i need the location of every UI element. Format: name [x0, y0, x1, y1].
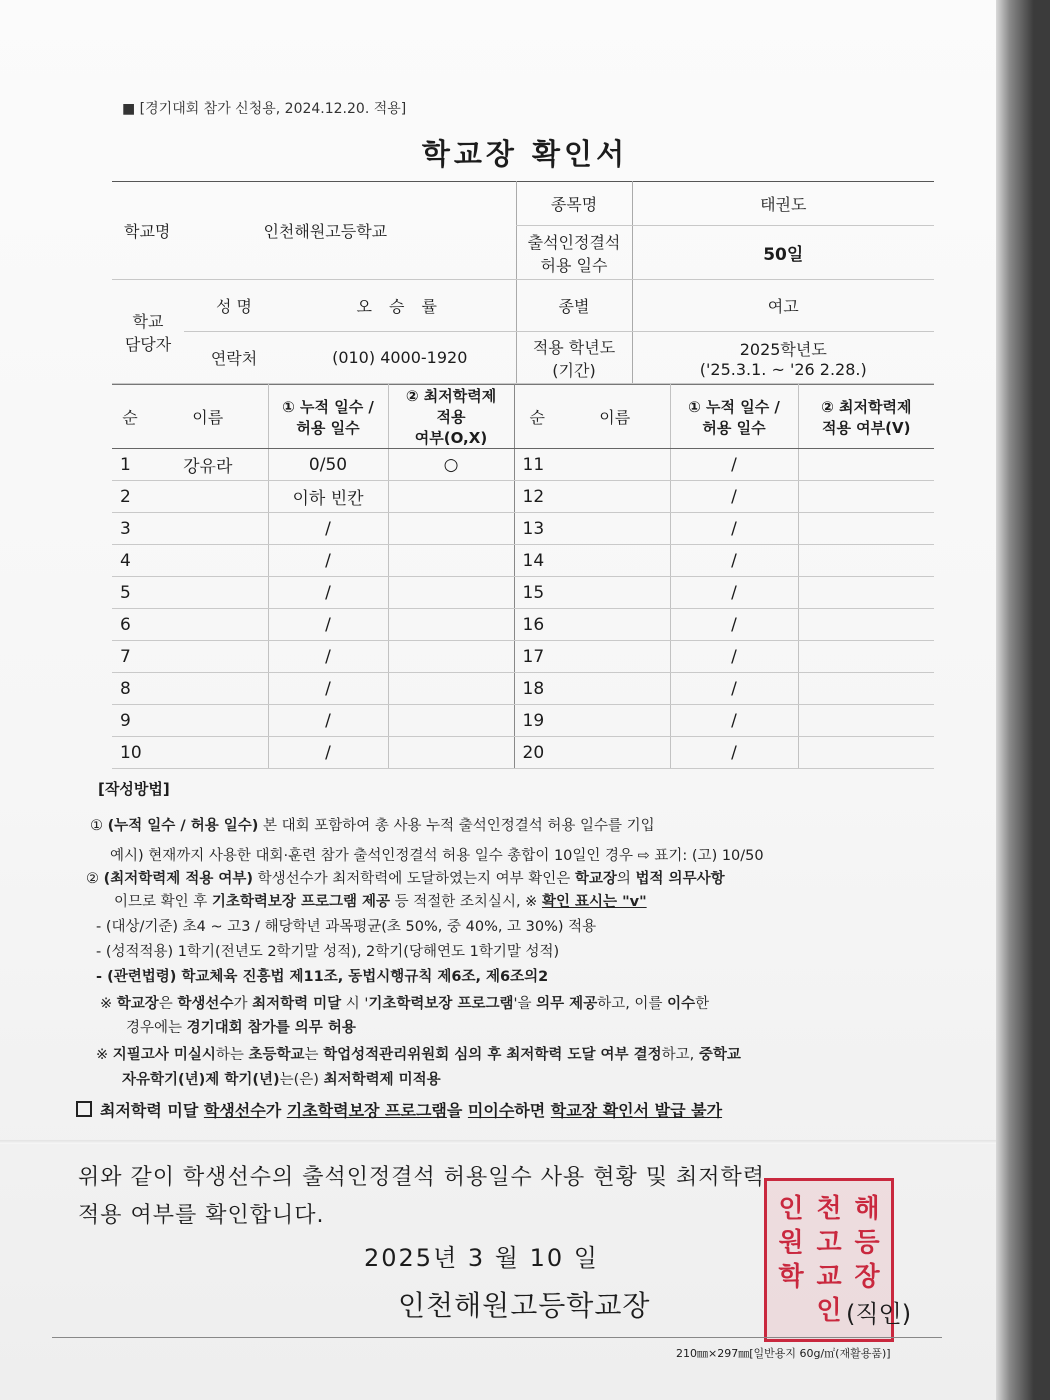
row-days: / [268, 577, 388, 609]
method-l8c: 은 [158, 996, 178, 1012]
table-row [112, 513, 934, 545]
row-no: 10 [112, 737, 148, 769]
table-row [112, 737, 934, 769]
warning-g: 하면 [514, 1101, 551, 1120]
method-line-11 [122, 1068, 441, 1089]
header-days-right-line2: 허용 일수 [702, 418, 766, 437]
row-days-right: / [670, 577, 798, 609]
method-l3d: 학교장 [574, 871, 617, 887]
header-days-right [670, 385, 798, 449]
paper-spec: 210㎜×297㎜[일반용지 60g/㎡(재활용품)] [676, 1347, 891, 1360]
header-min-right-line2: 적용 여부(V) [821, 418, 911, 437]
method-l8i: '을 [513, 996, 537, 1012]
row-name [148, 481, 268, 513]
row-min-right [798, 673, 934, 705]
method-line-3 [86, 867, 725, 888]
table-row [112, 449, 934, 481]
method-l10a: ※ [96, 1047, 113, 1063]
row-days-right: / [670, 513, 798, 545]
row-days: 0/50 [268, 449, 388, 481]
row-name-right [560, 481, 670, 513]
year-value-line1: 2025학년도 [739, 339, 827, 359]
confirm-line-2: 적용 여부를 확인합니다. [78, 1203, 325, 1228]
row-name-right [560, 737, 670, 769]
table-row [112, 545, 934, 577]
method-line-1 [90, 814, 655, 835]
method-line-4 [114, 890, 647, 911]
method-l10d: 초등학교 [248, 1047, 305, 1063]
year-label-line1: 적용 학년도 [532, 337, 616, 357]
row-no-right: 12 [514, 481, 560, 513]
seal-glyph: 인 [816, 1296, 842, 1326]
row-days-right: / [670, 609, 798, 641]
table-row [112, 673, 934, 705]
header-name: 이름 [148, 385, 268, 449]
year-value [632, 332, 934, 384]
row-name-right [560, 609, 670, 641]
name-value: 오 승 률 [284, 280, 516, 332]
warning-a: 최저학력 미달 [100, 1101, 204, 1120]
method-l10e: 는 [304, 1047, 324, 1063]
row-days: / [268, 513, 388, 545]
type-value: 여고 [632, 280, 934, 332]
method-l11b: 는(은) [279, 1072, 324, 1088]
table-row [112, 705, 934, 737]
document-label: ■ [경기대회 참가 신청용, 2024.12.20. 적용] [122, 101, 407, 117]
row-no: 9 [112, 705, 148, 737]
method-l3b: (최저학력제 적용 여부) [103, 871, 254, 887]
year-label [516, 332, 632, 384]
row-min [388, 481, 514, 513]
row-min-right [798, 449, 934, 481]
row-name [148, 513, 268, 545]
row-min-right [798, 705, 934, 737]
contact-label [112, 280, 184, 384]
method-l3e: 의 [616, 871, 636, 887]
row-name [148, 641, 268, 673]
header-min-line2: 적용 [436, 408, 466, 426]
method-l8m: 한 [695, 996, 710, 1012]
row-days-right: / [670, 737, 798, 769]
row-no: 1 [112, 449, 148, 481]
row-no-right: 14 [514, 545, 560, 577]
row-min [388, 609, 514, 641]
method-l4d: 확인 표시는 "v" [541, 894, 647, 910]
row-name [148, 545, 268, 577]
header-name-right: 이름 [560, 385, 670, 449]
contact-label-line1: 학교 [132, 311, 164, 331]
absence-value: 50일 [632, 226, 934, 280]
row-name-right [560, 449, 670, 481]
header-min-right-line1: ② 최저학력제 [821, 397, 912, 416]
row-days-right: / [670, 705, 798, 737]
phone-label: 연락처 [184, 332, 284, 384]
method-line-8 [100, 992, 709, 1013]
header-min-line3: 여부(O,X) [414, 429, 488, 447]
method-l8l: 이수 [667, 996, 696, 1012]
row-no: 4 [112, 545, 148, 577]
method-line-9 [126, 1016, 356, 1037]
warning-h: 학교장 확인서 발급 불가 [550, 1101, 723, 1120]
school-label: 학교명 [124, 222, 171, 241]
row-no: 5 [112, 577, 148, 609]
method-l4b: 기초학력보장 프로그램 제공 [211, 894, 391, 910]
issue-date: 2025년 3 월 10 일 [364, 1244, 599, 1272]
warning-b: 학생선수 [203, 1101, 266, 1120]
row-days-right: / [670, 641, 798, 673]
method-l8h: 기초학력보장 프로그램 [368, 996, 514, 1012]
row-days: / [268, 705, 388, 737]
seal-glyph: 교 [816, 1262, 842, 1292]
method-heading: [작성방법] [98, 780, 170, 798]
type-label: 종별 [516, 280, 632, 332]
method-l8a: ※ [100, 996, 117, 1012]
row-min-right [798, 641, 934, 673]
row-name-right [560, 513, 670, 545]
row-min-right [798, 609, 934, 641]
absence-label-line2: 허용 일수 [540, 255, 608, 275]
row-min [388, 545, 514, 577]
row-days: 이하 빈칸 [268, 481, 388, 513]
method-l4c: 등 적절한 조치실시, ※ [390, 894, 542, 910]
row-name-right [560, 641, 670, 673]
warning-notice [76, 1098, 722, 1121]
info-table [112, 181, 934, 384]
method-l11a: 자유학기(년)제 학기(년) [122, 1072, 280, 1088]
row-days-right: / [670, 449, 798, 481]
row-no: 7 [112, 641, 148, 673]
method-l8f: 최저학력 미달 [252, 996, 342, 1012]
row-days-right: / [670, 673, 798, 705]
row-min-right [798, 545, 934, 577]
method-line-6: - (성적적용) 1학기(전년도 2학기말 성적), 2학기(당해연도 1학기말 성적) [96, 944, 560, 960]
row-name [148, 673, 268, 705]
seal-glyph: 원 [778, 1228, 804, 1258]
method-l8g: 시 ' [341, 996, 369, 1012]
row-min [388, 673, 514, 705]
school-value: 인천해원고등학교 [263, 222, 388, 241]
seal-glyph: 인 [778, 1194, 804, 1224]
seal-glyph: 해 [854, 1194, 880, 1224]
method-l1a: ① [90, 818, 108, 834]
method-l9b: 경기대회 참가를 의무 허용 [186, 1020, 356, 1036]
header-min-line1: ② 최저학력제 [405, 387, 497, 405]
header-no: 순 [112, 385, 148, 449]
row-no-right: 19 [514, 705, 560, 737]
principal-name: 인천해원고등학교장 [398, 1289, 651, 1322]
method-l10c: 하는 [215, 1047, 249, 1063]
row-no-right: 18 [514, 673, 560, 705]
row-no-right: 11 [514, 449, 560, 481]
row-name-right [560, 705, 670, 737]
row-min: ○ [388, 449, 514, 481]
checkbox-icon [76, 1101, 92, 1117]
method-l1b: (누적 일수 / 허용 일수) [107, 818, 259, 834]
method-l3f: 법적 의무사항 [635, 871, 725, 887]
method-line-5: - (대상/기준) 초4 ~ 고3 / 해당학년 과목평균(초 50%, 중 40%, 고 30%) 적용 [96, 919, 597, 935]
row-no-right: 13 [514, 513, 560, 545]
method-l8e: 가 [233, 996, 253, 1012]
row-min [388, 641, 514, 673]
phone-value: (010) 4000-1920 [284, 332, 516, 384]
header-min-right [798, 385, 934, 449]
row-min-right [798, 513, 934, 545]
header-days-line2: 허용 일수 [296, 418, 360, 437]
method-l8j: 의무 제공 [536, 996, 598, 1012]
row-no-right: 15 [514, 577, 560, 609]
year-label-line2: (기간) [552, 360, 596, 380]
method-l8b: 학교장 [116, 996, 159, 1012]
method-line-10 [96, 1043, 741, 1064]
table-header [112, 385, 934, 449]
row-no: 6 [112, 609, 148, 641]
warning-d: 기초학력보장 프로그램 [286, 1101, 447, 1120]
row-min [388, 577, 514, 609]
contact-label-line2: 담당자 [124, 334, 172, 354]
row-days: / [268, 737, 388, 769]
absence-label [516, 226, 632, 280]
row-name [148, 705, 268, 737]
table-row [112, 609, 934, 641]
table-row [112, 641, 934, 673]
background-surface [996, 0, 1050, 1400]
row-min-right [798, 577, 934, 609]
name-label: 성 명 [184, 280, 284, 332]
row-no-right: 20 [514, 737, 560, 769]
row-name [148, 577, 268, 609]
seal-mark: (직인) [846, 1300, 912, 1328]
confirm-line-1: 위와 같이 학생선수의 출석인정결석 허용일수 사용 현황 및 최저학력 [78, 1165, 766, 1190]
row-min [388, 513, 514, 545]
row-min [388, 705, 514, 737]
row-days: / [268, 641, 388, 673]
row-no: 8 [112, 673, 148, 705]
header-min [388, 385, 514, 449]
student-rows [112, 449, 934, 769]
warning-f: 미이수 [467, 1101, 515, 1120]
header-days-line1: ① 누적 일수 / [282, 397, 374, 416]
row-name-right [560, 673, 670, 705]
method-l4a: 이므로 확인 후 [114, 894, 212, 910]
table-row [112, 577, 934, 609]
method-l9a: 경우에는 [126, 1020, 187, 1036]
row-name-right [560, 577, 670, 609]
row-no-right: 17 [514, 641, 560, 673]
method-line-7: - (관련법령) 학교체육 진흥법 제11조, 동법시행규칙 제6조, 제6조의2 [96, 969, 549, 985]
method-l8k: 하고, 이를 [597, 996, 668, 1012]
row-no-right: 16 [514, 609, 560, 641]
row-name-right [560, 545, 670, 577]
sport-value: 태권도 [632, 182, 934, 226]
paper-fold [0, 1140, 1000, 1144]
seal-glyph: 장 [854, 1262, 880, 1292]
method-l1c: 본 대회 포함하여 총 사용 누적 출석인정결석 허용 일수를 기입 [258, 818, 655, 834]
row-days-right: / [670, 481, 798, 513]
method-l10h: 중학교 [698, 1047, 741, 1063]
row-min-right [798, 737, 934, 769]
method-l10b: 지필고사 미실시 [112, 1047, 216, 1063]
method-l3a: ② [86, 871, 104, 887]
seal-glyph: 등 [854, 1228, 880, 1258]
method-l3c: 학생선수가 최저학력에 도달하였는지 여부 확인은 [253, 871, 575, 887]
header-days-right-line1: ① 누적 일수 / [688, 397, 780, 416]
student-table [112, 384, 934, 769]
row-no: 2 [112, 481, 148, 513]
row-days: / [268, 545, 388, 577]
row-no: 3 [112, 513, 148, 545]
header-no-right: 순 [514, 385, 560, 449]
header-days [268, 385, 388, 449]
method-l8d: 학생선수 [177, 996, 234, 1012]
row-name: 강유라 [148, 449, 268, 481]
row-min [388, 737, 514, 769]
seal-glyph: 학 [778, 1262, 804, 1292]
row-days-right: / [670, 545, 798, 577]
seal-glyph: 고 [816, 1228, 842, 1258]
footer-divider [52, 1337, 942, 1338]
year-value-line2: ('25.3.1. ~ '26 2.28.) [699, 359, 867, 379]
absence-label-line1: 출석인정결석 [527, 232, 621, 252]
seal-glyph: 천 [816, 1194, 842, 1224]
warning-c: 가 [265, 1101, 287, 1120]
row-days: / [268, 609, 388, 641]
table-row [112, 481, 934, 513]
warning-e: 을 [446, 1101, 468, 1120]
method-l11c: 최저학력제 미적용 [323, 1072, 441, 1088]
page-title: 학교장 확인서 [421, 137, 629, 171]
sport-label: 종목명 [516, 182, 632, 226]
row-days: / [268, 673, 388, 705]
row-name [148, 737, 268, 769]
method-line-2: 예시) 현재까지 사용한 대회·훈련 참가 출석인정결석 허용 일수 총합이 10일인 경우 ⇨ 표기: (고) 10/50 [110, 848, 764, 864]
method-l10f: 학업성적관리위원회 심의 후 최저학력 도달 여부 결정 [323, 1047, 662, 1063]
method-l10g: 하고, [661, 1047, 699, 1063]
row-min-right [798, 481, 934, 513]
row-name [148, 609, 268, 641]
